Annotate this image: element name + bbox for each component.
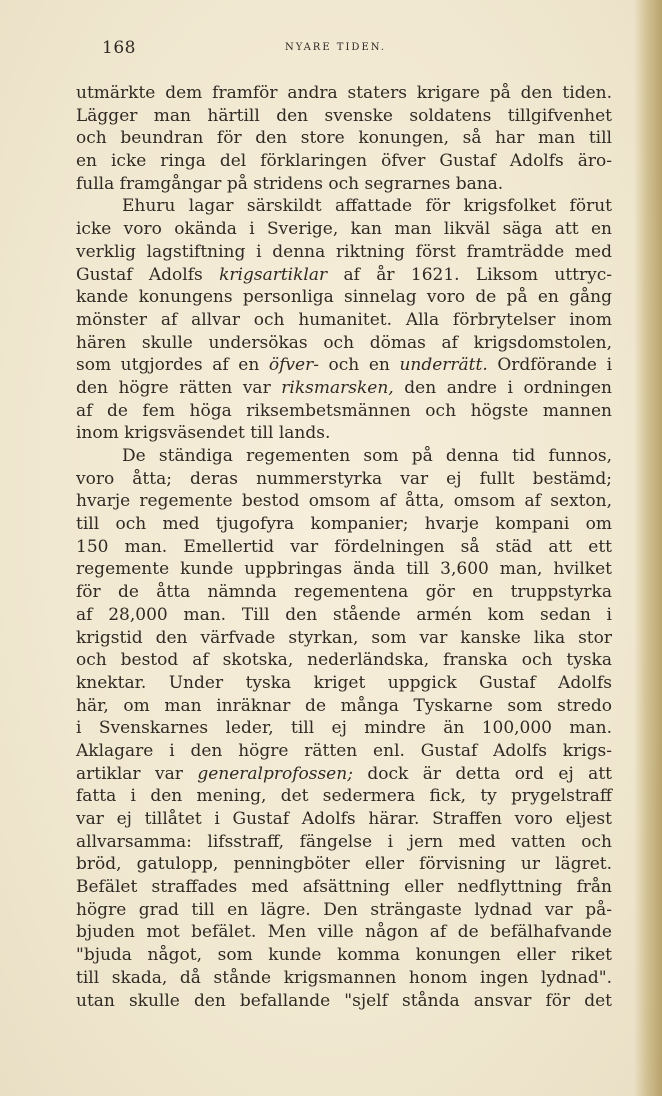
text-line [76, 445, 612, 468]
text-segment: Befälet straffades med afsättning eller nedflyttning från [76, 877, 612, 898]
text-segment: som utgjordes af en [76, 355, 269, 376]
text-segment: Gustaf Adolfs [76, 264, 220, 285]
text-line [76, 672, 612, 695]
text-line [76, 218, 612, 241]
text-segment: dock är detta ord ej att [352, 763, 612, 784]
text-line [76, 377, 612, 400]
text-segment: och bestod af skotska, nederländska, franska och tyska [76, 650, 612, 671]
text-segment: mönster af allvar och humanitet. Alla förbrytelser inom [76, 309, 612, 330]
text-segment: bröd, gatulopp, penningböter eller förvisning ur lägret. [76, 854, 612, 875]
italic-text: krigsartiklar [219, 264, 328, 285]
text-line [76, 264, 612, 287]
text-line [76, 82, 612, 105]
text-segment: för de åtta nämnda regementena gör en truppstyrka [76, 582, 612, 603]
text-segment: i Svenskarnes leder, till ej mindre än 100,000 man. [76, 718, 612, 739]
text-line [76, 649, 612, 672]
text-line [76, 127, 612, 150]
text-line [76, 785, 612, 808]
text-segment: Ehuru lagar särskildt affattade för krigsfolket förut [122, 196, 612, 217]
text-segment: af år 1621. Liksom uttryc- [327, 264, 612, 285]
text-segment: den högre rätten var [76, 377, 282, 398]
text-segment: verklig lagstiftning i denna riktning först framträdde med [76, 241, 612, 262]
text-line [76, 195, 612, 218]
text-line [76, 990, 612, 1013]
text-segment: var ej tillåtet i Gustaf Adolfs härar. Straffen voro eljest [76, 809, 612, 829]
text-segment: af de fem höga riksembetsmännen och högste mannen [76, 400, 612, 421]
text-line [76, 536, 612, 559]
text-segment: till och med tjugofyra kompanier; hvarje kompani om [76, 514, 612, 535]
italic-text: öfver- [268, 355, 319, 376]
text-segment: kande konungens personliga sinnelag voro de på en gång [76, 287, 612, 308]
page-number: 168 [102, 38, 136, 58]
text-line [76, 899, 612, 922]
text-segment: hären skulle undersökas och dömas af krigsdomstolen, [76, 332, 612, 353]
text-line [76, 173, 612, 196]
text-line [76, 558, 612, 581]
text-segment: hvarje regemente bestod omsom af åtta, omsom af sexton, [76, 491, 612, 512]
text-segment: och beundran för den store konungen, så har man till [76, 128, 612, 149]
text-line [76, 150, 612, 173]
text-line [76, 808, 612, 831]
text-segment: här, om man inräknar de många Tyskarne som stredo [76, 695, 612, 716]
text-line [76, 513, 612, 536]
text-segment: af 28,000 man. Till den stående armén kom sedan i [76, 604, 612, 625]
page-header [0, 38, 662, 60]
text-segment: en icke ringa del förklaringen öfver Gustaf Adolfs äro- [76, 151, 612, 172]
text-line [76, 490, 612, 513]
text-segment: högre grad till en lägre. Den strängaste lydnad var på- [76, 899, 612, 920]
text-segment: knektar. Under tyska kriget uppgick Gustaf Adolfs [76, 672, 612, 693]
text-line [76, 581, 612, 604]
text-segment: utan skulle den befallande "sjelf stånda ansvar för det [76, 990, 612, 1011]
text-line [76, 944, 612, 967]
text-line [76, 354, 612, 377]
text-line [76, 468, 612, 491]
text-segment: Aklagare i den högre rätten enl. Gustaf Adolfs krigs- [76, 740, 612, 761]
text-segment: den andre i ordningen [393, 377, 612, 398]
text-segment: utmärkte dem framför andra staters krigare på den tiden. [76, 83, 612, 103]
text-segment: De ständiga regementen som på denna tid funnos, [122, 446, 612, 466]
text-line [76, 627, 612, 650]
text-segment: fatta i den mening, det sedermera fick, ty prygelstraff [76, 786, 612, 807]
italic-text: generalprofossen; [197, 763, 353, 784]
text-line [76, 921, 612, 944]
text-segment: voro åtta; deras nummerstyrka var ej fullt bestämd; [76, 468, 612, 489]
text-line [76, 309, 612, 332]
text-line [76, 831, 612, 854]
text-line [76, 763, 612, 786]
text-segment: allvarsamma: lifsstraff, fängelse i jern med vatten och [76, 831, 612, 852]
text-line [76, 967, 612, 990]
text-segment: krigstid den värfvade styrkan, som var kanske lika stor [76, 627, 612, 648]
body-text [76, 82, 612, 1012]
text-line [76, 604, 612, 627]
text-line [76, 717, 612, 740]
text-line [76, 876, 612, 899]
text-segment: Ordförande i [487, 355, 613, 376]
text-segment: bjuden mot befälet. Men ville någon af de befälhafvande [76, 922, 612, 943]
text-segment: inom krigsväsendet till lands. [76, 423, 331, 444]
text-segment: 150 man. Emellertid var fördelningen så städ att ett [76, 536, 612, 557]
text-line [76, 740, 612, 763]
text-line [76, 105, 612, 128]
italic-text: riksmarsken, [281, 377, 394, 398]
text-segment: och en [318, 355, 400, 376]
text-line [76, 241, 612, 264]
text-segment: artiklar var [76, 763, 198, 784]
italic-text: underrätt. [399, 355, 488, 376]
text-segment: fulla framgångar på stridens och segrarnes bana. [76, 173, 504, 194]
text-segment: "bjuda något, som kunde komma konungen eller riket [76, 945, 612, 966]
text-segment: till skada, då stånde krigsmannen honom ingen lydnad". [76, 967, 612, 988]
text-line [76, 695, 612, 718]
page-edge-shadow [634, 0, 662, 1096]
text-line [76, 400, 612, 423]
text-segment: icke voro okända i Sverige, kan man likväl säga att en [76, 219, 612, 240]
text-line [76, 286, 612, 309]
text-line [76, 332, 612, 355]
text-segment: Lägger man härtill den svenske soldatens tillgifvenhet [76, 105, 612, 126]
running-head: NYARE TIDEN. [285, 42, 387, 53]
text-line [76, 853, 612, 876]
text-segment: regemente kunde uppbringas ända till 3,600 man, hvilket [76, 559, 612, 580]
text-line [76, 422, 612, 445]
